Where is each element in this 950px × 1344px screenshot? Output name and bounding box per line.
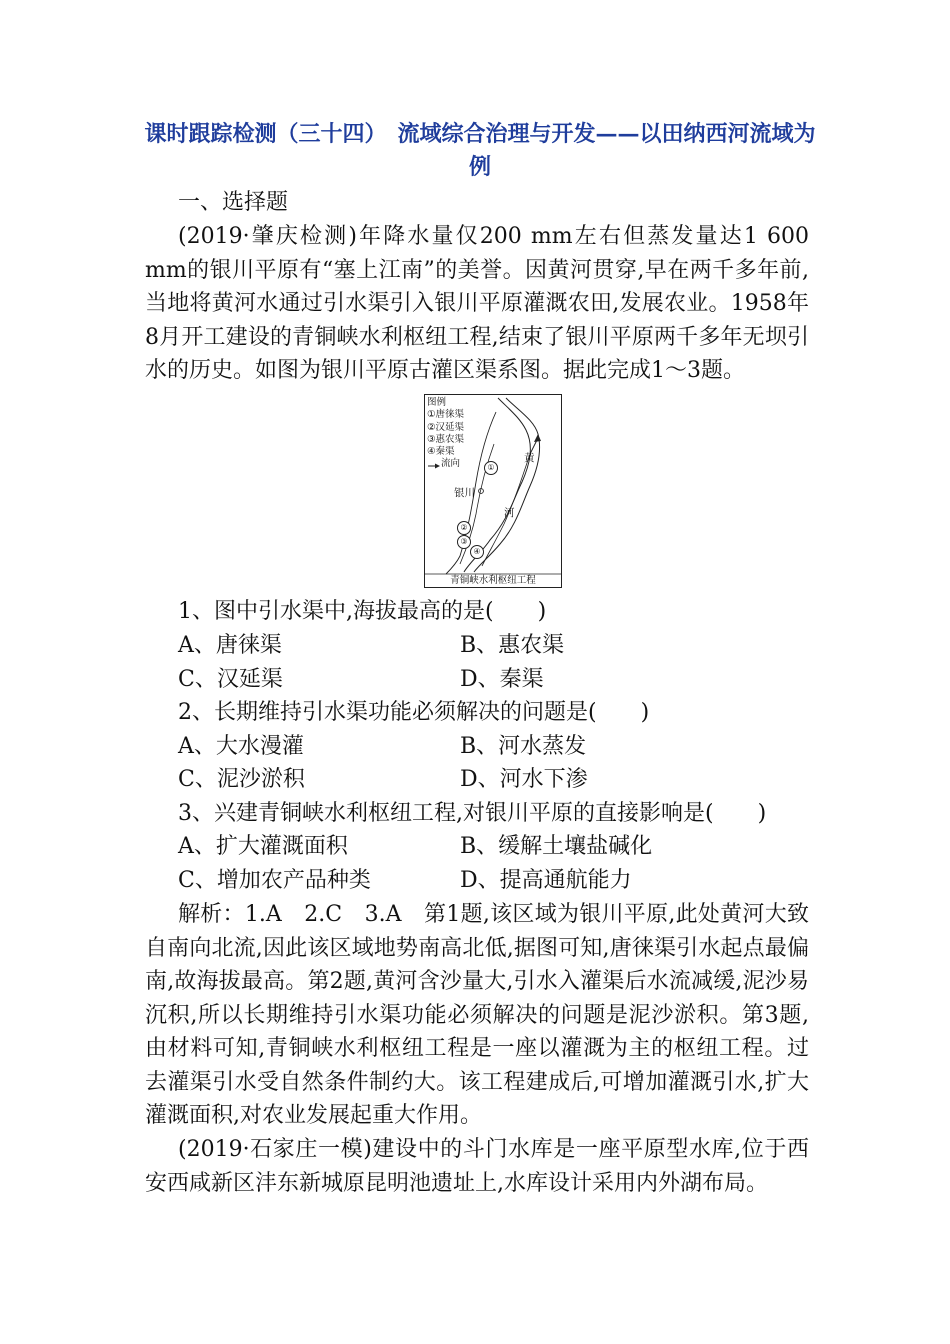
canal-map-figure bbox=[424, 394, 562, 588]
intro-paragraph-1: (2019·肇庆检测)年降水量仅200 mm左右但蒸发量达1 600 mm的银川平原有“塞上江南”的美誉。因黄河贯穿,早在两千多年前,当地将黄河水通过引水渠引入银川平原灌溉农田,发展农业。1958年8月开工建设的青铜峡水利枢纽工程,结束了银川平原两千多年无坝引水的历史。如图为银川平原古灌区渠系图。据此完成1～3题。 bbox=[145, 224, 809, 383]
legend-item-flow: 流向 bbox=[441, 458, 461, 470]
q1-option-c: C、汉延渠 bbox=[178, 667, 283, 692]
analysis-paragraph: 解析：1.A 2.C 3.A 第1题,该区域为银川平原,此处黄河大致自南向北流,因此该区域地势南高北低,据图可知,唐徕渠引水起点最偏南,故海拔最高。第2题,黄河含沙量大,引水入灌渠后水流减缓,泥沙易沉积,所以长期维持引水渠功能必须解决的问题是泥沙淤积。第3题,由材料可知,青铜峡水利枢纽工程是一座以灌溉为主的枢纽工程。过去灌渠引水受自然条件制约大。该工程建成后,可增加灌溉引水,扩大灌溉面积,对农业发展起重大作用。 bbox=[145, 902, 809, 1128]
marker-huinong: ③ bbox=[457, 535, 471, 549]
legend-item-huinong: ③惠农渠 bbox=[427, 433, 465, 445]
marker-tanglai: ① bbox=[484, 461, 498, 475]
legend-item-qin: ④秦渠 bbox=[427, 446, 455, 458]
question-3-stem: 3、兴建青铜峡水利枢纽工程,对银川平原的直接影响是( ) bbox=[178, 801, 767, 826]
q2-option-d: D、河水下渗 bbox=[460, 767, 588, 792]
marker-hanyan: ② bbox=[457, 521, 471, 535]
q2-option-b: B、河水蒸发 bbox=[460, 734, 587, 759]
legend-item-tanglai: ①唐徕渠 bbox=[427, 409, 465, 421]
q1-option-a: A、唐徕渠 bbox=[178, 633, 282, 658]
page-title: 课时跟踪检测（三十四） 流域综合治理与开发——以田纳西河流域为例 bbox=[144, 121, 816, 180]
legend-title: 图例 bbox=[427, 397, 447, 408]
q3-option-a: A、扩大灌溉面积 bbox=[178, 834, 348, 859]
q3-option-c: C、增加农产品种类 bbox=[178, 868, 371, 893]
legend-item-hanyan: ②汉延渠 bbox=[427, 421, 465, 433]
q1-option-b: B、惠农渠 bbox=[460, 633, 565, 658]
river-label-huang: 黄 bbox=[524, 452, 535, 464]
river-label-he: 河 bbox=[504, 507, 515, 519]
question-1-stem: 1、图中引水渠中,海拔最高的是( ) bbox=[178, 599, 547, 624]
question-2-stem: 2、长期维持引水渠功能必须解决的问题是( ) bbox=[178, 700, 650, 725]
q2-option-c: C、泥沙淤积 bbox=[178, 767, 305, 792]
q1-option-d: D、秦渠 bbox=[460, 667, 544, 692]
q3-option-d: D、提高通航能力 bbox=[460, 868, 632, 893]
section-heading: 一、选择题 bbox=[178, 190, 289, 215]
map-caption: 青铜峡水利枢纽工程 bbox=[450, 575, 536, 586]
q3-option-b: B、缓解土壤盐碱化 bbox=[460, 834, 653, 859]
map-legend bbox=[427, 397, 464, 471]
q2-option-a: A、大水漫灌 bbox=[178, 734, 304, 759]
marker-qin: ④ bbox=[470, 545, 484, 559]
city-label-yinchuan: 银川 bbox=[454, 487, 475, 499]
intro-paragraph-2: (2019·石家庄一模)建设中的斗门水库是一座平原型水库,位于西安西咸新区沣东新城原昆明池遗址上,水库设计采用内外湖布局。 bbox=[145, 1137, 809, 1196]
